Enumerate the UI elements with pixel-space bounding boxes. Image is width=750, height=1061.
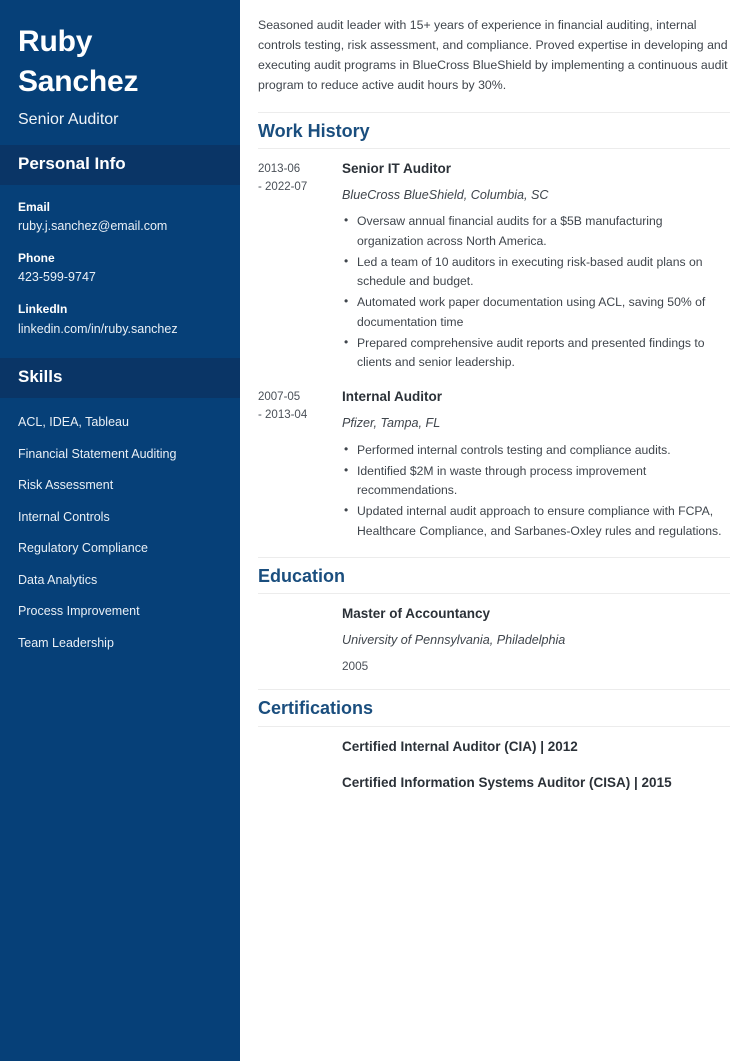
- work-entry-bullet: • Automated work paper documentation using ACL, saving 50% of documentation time: [342, 293, 730, 332]
- work-history-heading: Work History: [258, 120, 370, 141]
- certification-text: Certified Internal Auditor (CIA) | 2012: [342, 738, 578, 754]
- main-content: [240, 0, 750, 1061]
- education-entry-institution: University of Pennsylvania, Philadelphia: [342, 633, 566, 648]
- skill-item: Regulatory Compliance: [18, 541, 148, 556]
- work-entry-bullet: • Updated internal audit approach to ensure compliance with FCPA, Healthcare Compliance, and Sarbanes-Oxley rules and regulations.: [342, 502, 730, 541]
- education-heading-wrap: [258, 557, 730, 595]
- certification-entry-body: [342, 738, 730, 793]
- contact-label: Email: [18, 199, 51, 214]
- personal-info-heading-band: [0, 145, 240, 185]
- work-entry-bullet: • Identified $2M in waste through process improvement recommendations.: [342, 462, 730, 501]
- contact-value[interactable]: 423-599-9747: [18, 270, 96, 285]
- work-entry-dates: [258, 160, 342, 196]
- work-entry-dates: [258, 388, 342, 424]
- contact-value[interactable]: linkedin.com/in/ruby.sanchez: [18, 321, 178, 336]
- work-entry-bullet: • Performed internal controls testing and compliance audits.: [342, 441, 730, 460]
- certification-entry: [258, 738, 730, 793]
- education-heading: Education: [258, 565, 346, 586]
- section-work-history: [258, 112, 730, 543]
- skills-heading-band: [0, 358, 240, 398]
- work-entry-date-end: - 2013-04: [258, 408, 308, 421]
- work-entry-date-start: 2013-06: [258, 163, 301, 176]
- work-entry: [258, 388, 730, 542]
- education-entry: [258, 605, 730, 675]
- education-entry-degree: Master of Accountancy: [342, 606, 491, 622]
- section-certifications: [258, 689, 730, 792]
- education-entry-body: [342, 605, 730, 675]
- work-entry-bullets: [342, 212, 730, 372]
- personal-info-list: [0, 185, 240, 358]
- work-entry-role: Internal Auditor: [342, 389, 442, 405]
- certification-entry-dates: [258, 738, 342, 739]
- work-entry-date-end: - 2022-07: [258, 180, 308, 193]
- contact-item-linkedin: [18, 301, 222, 338]
- skill-item: ACL, IDEA, Tableau: [18, 415, 129, 430]
- professional-summary: Seasoned audit leader with 15+ years of experience in financial auditing, internal controls testing, risk assessment, and compliance. Proved expertise in developing and executing audit programs in BlueCross BlueShield by implementing a continuous audit program to reduce active audit hours by 30%.: [258, 18, 728, 92]
- certification-text: Certified Information Systems Auditor (CISA) | 2015: [342, 774, 672, 790]
- work-entry-role: Senior IT Auditor: [342, 161, 451, 177]
- personal-info-heading: Personal Info: [18, 153, 126, 173]
- work-entry-body: [342, 160, 730, 374]
- skill-item: Process Improvement: [18, 604, 140, 619]
- skill-item: Team Leadership: [18, 635, 114, 650]
- education-entry-dates: [258, 605, 342, 606]
- work-entry-bullet: • Prepared comprehensive audit reports and presented findings to clients and senior leadership.: [342, 334, 730, 373]
- education-entry-year: 2005: [342, 658, 369, 673]
- skills-heading: Skills: [18, 367, 63, 387]
- work-entry-organization: BlueCross BlueShield, Columbia, SC: [342, 188, 549, 203]
- skill-item: Data Analytics: [18, 572, 98, 587]
- contact-label: LinkedIn: [18, 302, 68, 317]
- work-entry-bullet: • Oversaw annual financial audits for a $5B manufacturing organization across North America.: [342, 212, 730, 251]
- work-entry-bullets: [342, 441, 730, 541]
- sidebar: [0, 0, 240, 1061]
- candidate-job-title: Senior Auditor: [18, 111, 119, 129]
- work-entry: [258, 160, 730, 374]
- contact-label: Phone: [18, 251, 55, 266]
- section-education: [258, 557, 730, 675]
- work-entry-organization: Pfizer, Tampa, FL: [342, 416, 441, 431]
- skills-list: [0, 398, 240, 662]
- certifications-heading: Certifications: [258, 698, 374, 719]
- identity-block: [0, 0, 240, 145]
- skill-item: Risk Assessment: [18, 478, 114, 493]
- work-entry-body: [342, 388, 730, 542]
- candidate-last-name: Sanchez: [18, 64, 139, 98]
- skill-item: Financial Statement Auditing: [18, 446, 177, 461]
- contact-item-email: [18, 199, 222, 236]
- work-entry-date-start: 2007-05: [258, 391, 301, 404]
- skill-item: Internal Controls: [18, 509, 110, 524]
- contact-item-phone: [18, 250, 222, 287]
- certification-item: [342, 738, 730, 757]
- contact-value[interactable]: ruby.j.sanchez@email.com: [18, 219, 168, 234]
- work-entry-bullet: • Led a team of 10 auditors in executing risk-based audit plans on schedule and budget.: [342, 253, 730, 292]
- candidate-first-name: Ruby: [18, 25, 93, 58]
- certification-item: [342, 774, 730, 793]
- work-history-heading-wrap: [258, 112, 730, 150]
- certifications-heading-wrap: [258, 689, 730, 727]
